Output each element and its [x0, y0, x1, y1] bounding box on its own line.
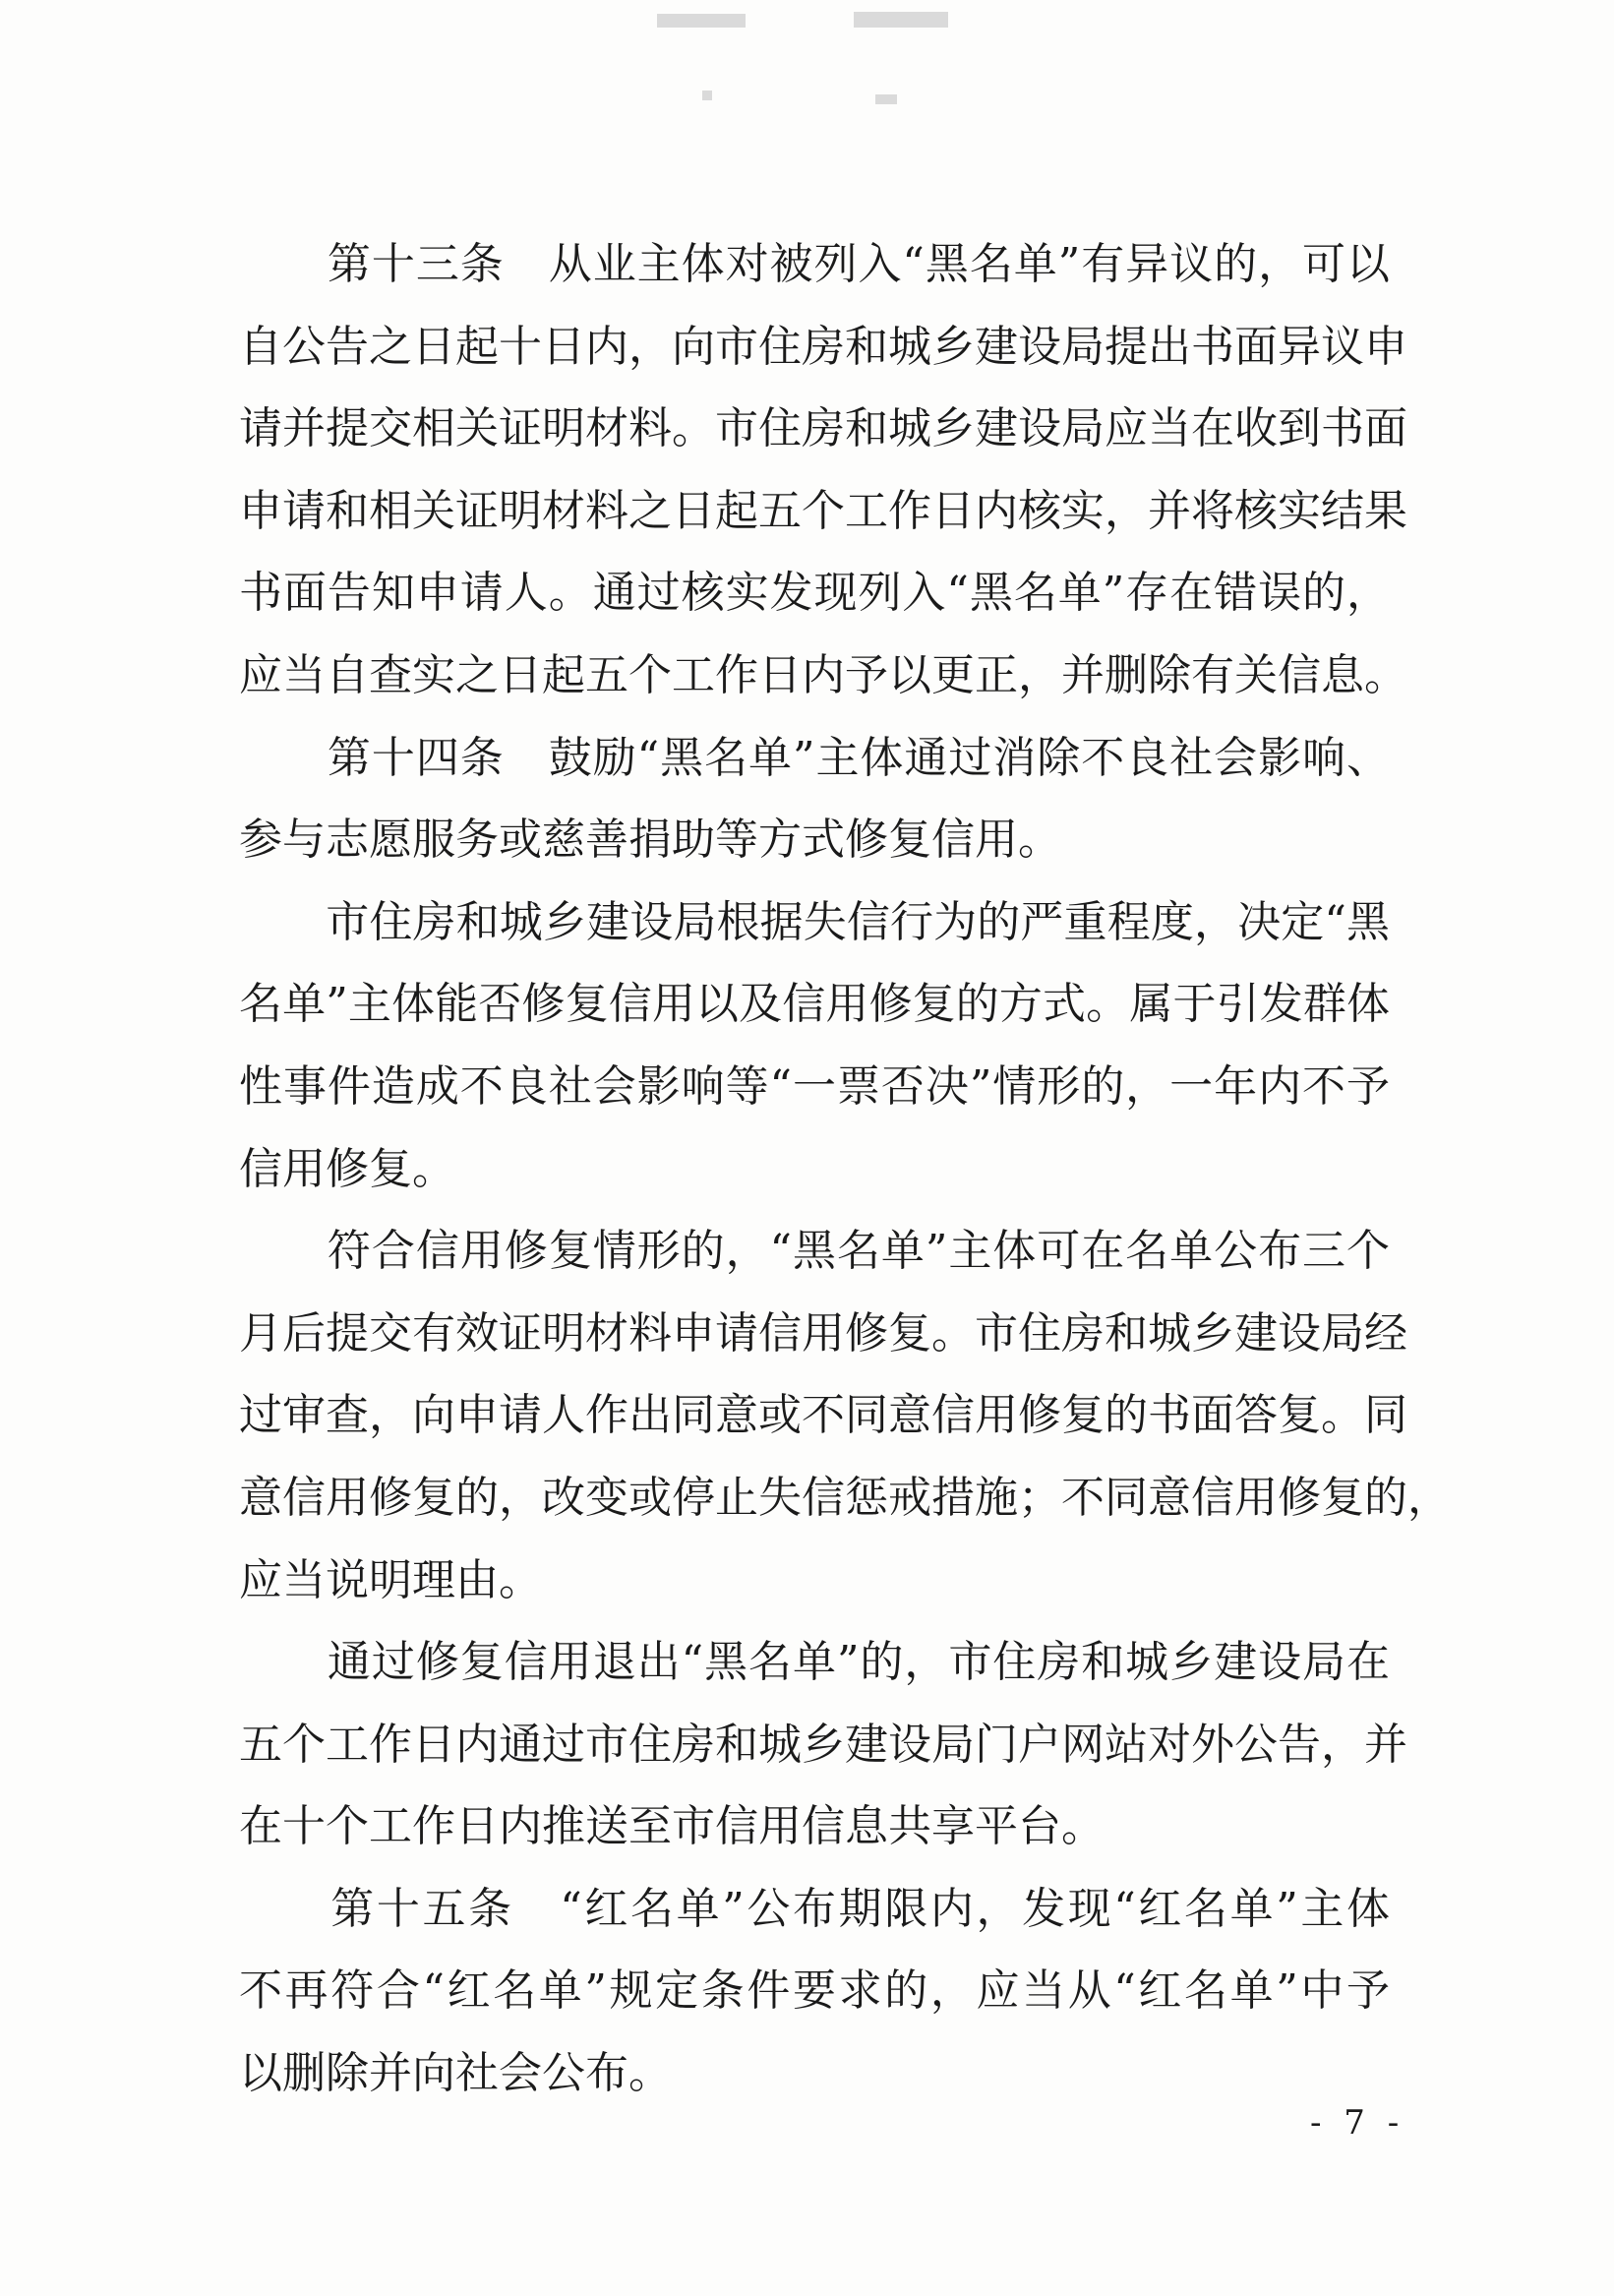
text-line: 第十三条 从业主体对被列入“黑名单”有异议的，可以	[239, 239, 1390, 289]
scan-artifact	[854, 12, 948, 28]
text-line: 第十五条 “红名单”公布期限内，发现“红名单”主体	[239, 1883, 1390, 1934]
text-line: 以删除并向社会公布。	[239, 2048, 672, 2099]
text-line: 应当自查实之日起五个工作日内予以更正，并删除有关信息。	[239, 649, 1407, 700]
text-line: 通过修复信用退出“黑名单”的，市住房和城乡建设局在	[239, 1637, 1390, 1688]
text-line: 参与志愿服务或慈善捐助等方式修复信用。	[239, 815, 1061, 866]
text-line: 五个工作日内通过市住房和城乡建设局门户网站对外公告，并	[239, 1719, 1407, 1770]
text-line: 在十个工作日内推送至市信用信息共享平台。	[239, 1801, 1105, 1852]
document-body	[239, 223, 1451, 2115]
page-number: - 7 -	[1310, 2103, 1405, 2143]
text-line: 应当说明理由。	[239, 1554, 542, 1605]
text-line: 第十四条 鼓励“黑名单”主体通过消除不良社会影响、	[239, 732, 1390, 783]
text-line: 市住房和城乡建设局根据失信行为的严重程度，决定“黑	[239, 896, 1390, 947]
text-line: 月后提交有效证明材料申请信用修复。市住房和城乡建设局经	[239, 1307, 1407, 1359]
text-line: 请并提交相关证明材料。市住房和城乡建设局应当在收到书面	[239, 403, 1407, 454]
text-line: 信用修复。	[239, 1143, 455, 1194]
text-line: 申请和相关证明材料之日起五个工作日内核实，并将核实结果	[239, 485, 1407, 536]
text-line: 过审查，向申请人作出同意或不同意信用修复的书面答复。同	[239, 1390, 1407, 1441]
text-line: 意信用修复的，改变或停止失信惩戒措施；不同意信用修复的，	[239, 1472, 1451, 1523]
text-line: 书面告知申请人。通过核实发现列入“黑名单”存在错误的，	[239, 568, 1390, 619]
text-line: 名单”主体能否修复信用以及信用修复的方式。属于引发群体	[239, 979, 1390, 1030]
text-line: 符合信用修复情形的，“黑名单”主体可在名单公布三个	[239, 1226, 1390, 1277]
scan-artifact	[875, 94, 897, 104]
text-line: 不再符合“红名单”规定条件要求的，应当从“红名单”中予	[239, 1965, 1390, 2017]
scan-artifact	[657, 14, 746, 28]
text-line: 性事件造成不良社会影响等“一票否决”情形的，一年内不予	[239, 1060, 1390, 1112]
scan-artifact	[702, 91, 712, 100]
text-line: 自公告之日起十日内，向市住房和城乡建设局提出书面异议申	[239, 321, 1407, 372]
